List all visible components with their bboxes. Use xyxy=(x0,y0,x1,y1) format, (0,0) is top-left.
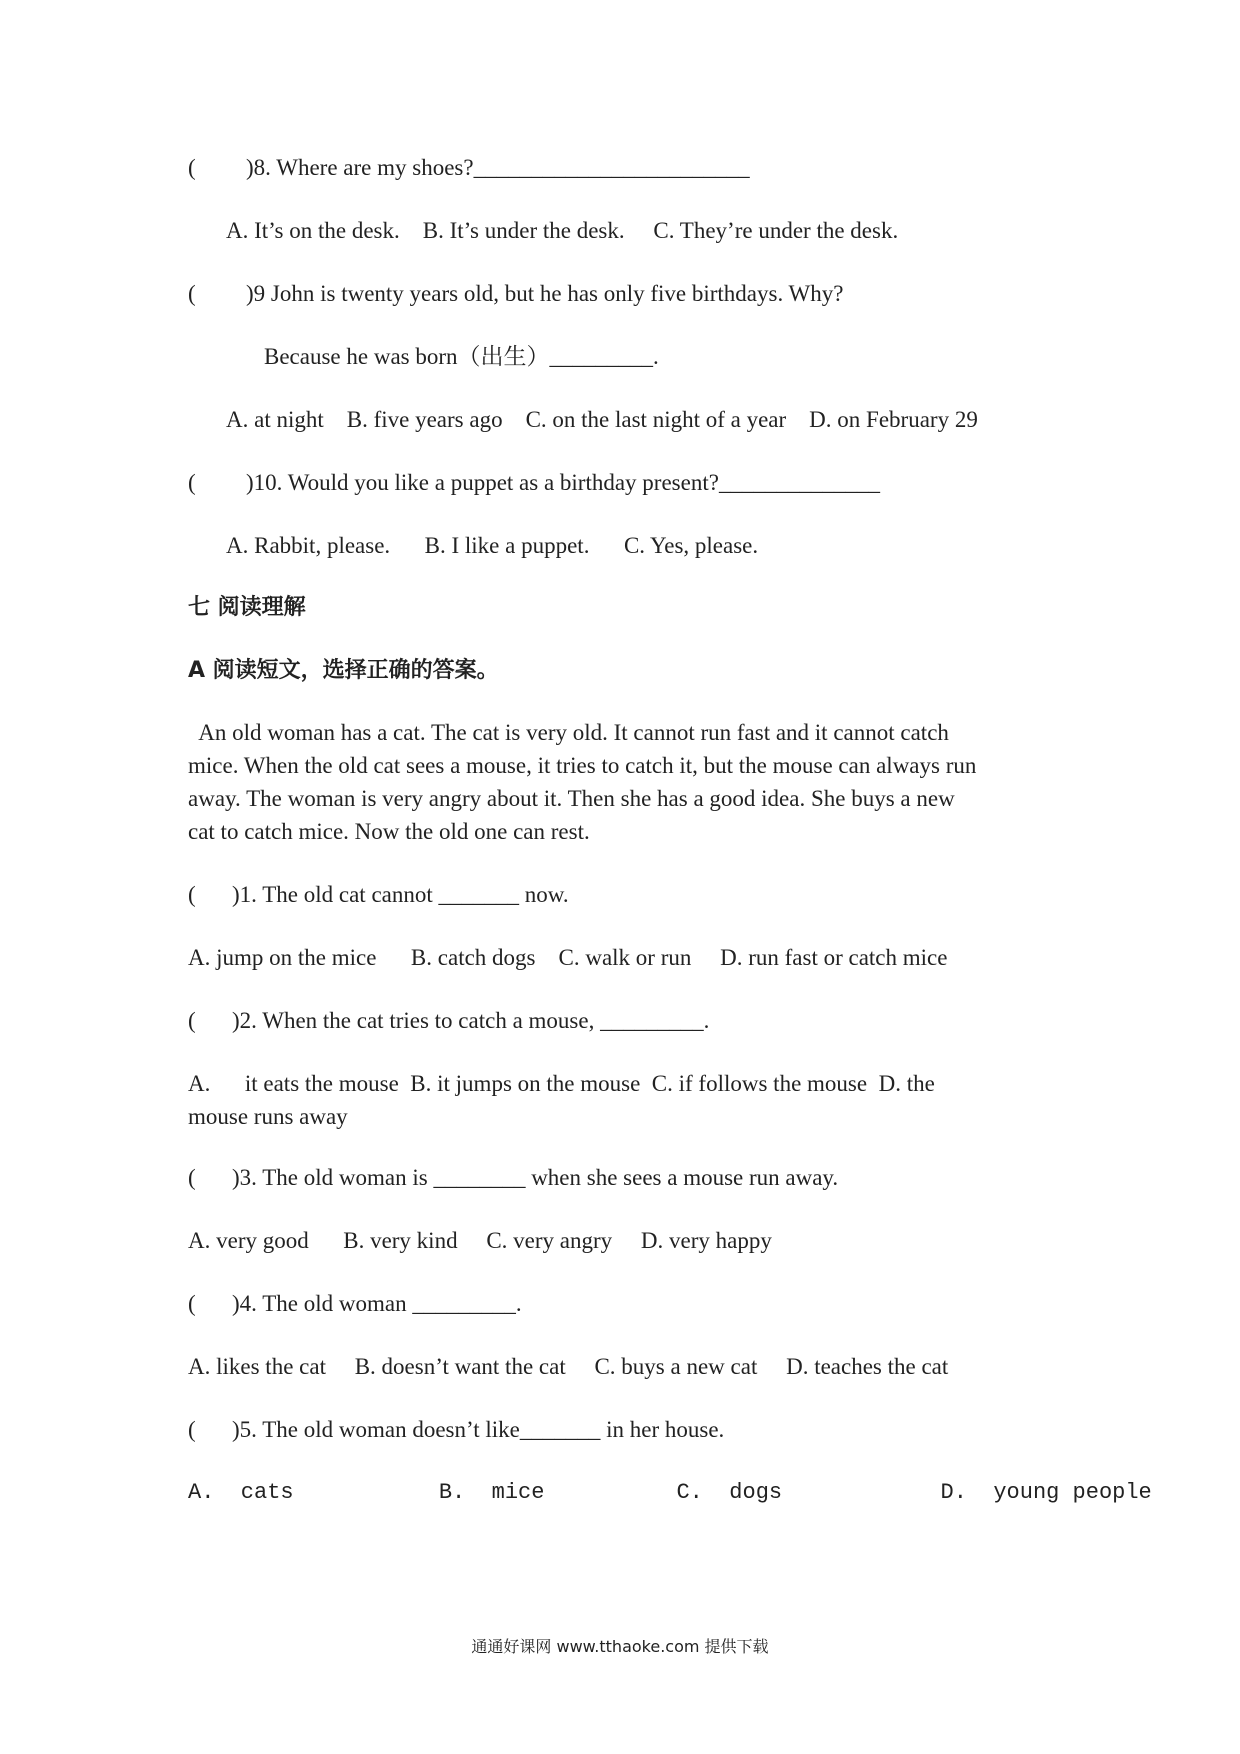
question-text: )10. Would you like a puppet as a birthday present?______________ xyxy=(246,470,880,495)
question-10 xyxy=(188,468,880,498)
question-8 xyxy=(188,153,750,183)
reading-question-3 xyxy=(188,1163,838,1193)
passage-line: away. The woman is very angry about it. Then she has a good idea. She buys a new xyxy=(188,786,955,811)
part-a-heading: A 阅读短文，选择正确的答案。 xyxy=(188,658,499,683)
question-text: )9 John is twenty years old, but he has only five birthdays. Why? xyxy=(246,281,844,306)
section-heading: 七 阅读理解 xyxy=(188,595,306,620)
passage-line: mice. When the old cat sees a mouse, it tries to catch it, but the mouse can always run xyxy=(188,753,977,778)
question-9-line2: Because he was born（出生）_________. xyxy=(264,344,659,369)
question-text: )8. Where are my shoes?________________________ xyxy=(246,155,750,180)
question-text: )4. The old woman _________. xyxy=(232,1291,522,1316)
reading-question-2-options: A. it eats the mouse B. it jumps on the mouse C. if follows the mouse D. the xyxy=(188,1071,935,1096)
reading-question-1 xyxy=(188,880,569,910)
reading-question-3-options: A. very good B. very kind C. very angry D. very happy xyxy=(188,1228,772,1253)
reading-question-4-options: A. likes the cat B. doesn’t want the cat C. buys a new cat D. teaches the cat xyxy=(188,1354,949,1379)
passage-line: An old woman has a cat. The cat is very old. It cannot run fast and it cannot catch xyxy=(188,720,949,745)
question-10-options: A. Rabbit, please. B. I like a puppet. C. Yes, please. xyxy=(226,533,759,558)
answer-paren: ( xyxy=(188,1008,196,1033)
reading-question-5-options: A. cats B. mice C. dogs D. young people xyxy=(188,1480,1152,1505)
answer-paren: ( xyxy=(188,1291,196,1316)
reading-question-2 xyxy=(188,1006,709,1036)
reading-question-4 xyxy=(188,1289,522,1319)
question-text: )2. When the cat tries to catch a mouse, _________. xyxy=(232,1008,710,1033)
answer-paren: ( xyxy=(188,281,196,306)
page-footer: 通通好课网 www.tthaoke.com 提供下载 xyxy=(471,1637,769,1656)
answer-paren: ( xyxy=(188,155,196,180)
reading-question-5 xyxy=(188,1415,724,1445)
question-text: )1. The old cat cannot _______ now. xyxy=(232,882,569,907)
answer-paren: ( xyxy=(188,470,196,495)
answer-paren: ( xyxy=(188,1165,196,1190)
question-9 xyxy=(188,279,843,309)
question-text: )3. The old woman is ________ when she sees a mouse run away. xyxy=(232,1165,839,1190)
answer-paren: ( xyxy=(188,1417,196,1442)
answer-paren: ( xyxy=(188,882,196,907)
question-8-options: A. It’s on the desk. B. It’s under the desk. C. They’re under the desk. xyxy=(226,218,899,243)
question-9-options: A. at night B. five years ago C. on the last night of a year D. on February 29 xyxy=(226,407,978,432)
question-text: )5. The old woman doesn’t like_______ in her house. xyxy=(232,1417,725,1442)
reading-question-2-options-cont: mouse runs away xyxy=(188,1104,348,1129)
reading-question-1-options: A. jump on the mice B. catch dogs C. walk or run D. run fast or catch mice xyxy=(188,945,948,970)
passage-line: cat to catch mice. Now the old one can rest. xyxy=(188,819,590,844)
